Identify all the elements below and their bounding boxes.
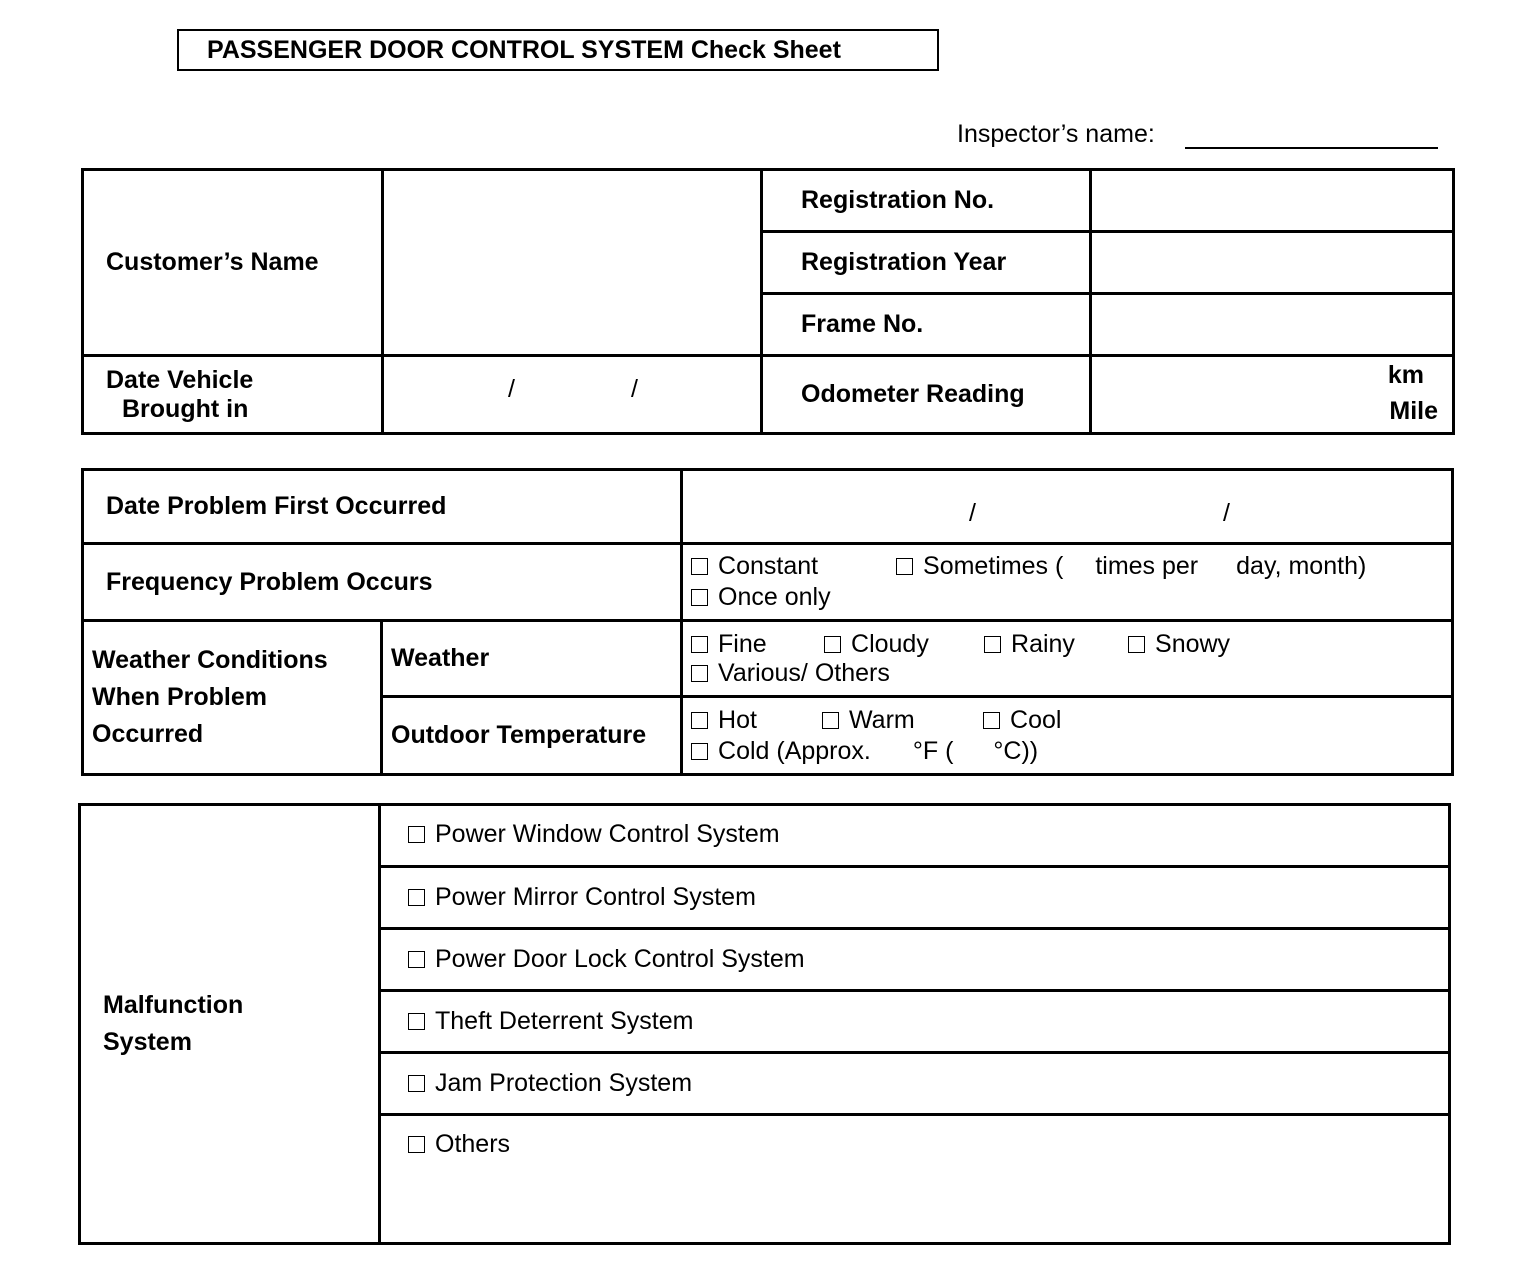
date-problem-first-field[interactable] [682,470,1453,544]
checkbox[interactable] [691,665,708,682]
temp-warm-option[interactable]: Warm [822,705,983,736]
malfunction-item-power-door-lock[interactable] [380,929,1450,991]
malfunction-item-power-window[interactable] [380,805,1450,867]
checkbox[interactable] [408,1013,425,1030]
frequency-label: Frequency Problem Occurs [83,544,682,621]
malfunction-item-jam-protection[interactable] [380,1053,1450,1115]
malfunction-item-others[interactable] [380,1115,1450,1244]
checkbox[interactable] [896,558,913,575]
date-separator: / [1223,499,1230,527]
registration-year-label: Registration Year [762,232,1091,294]
weather-cond-line3: Occurred [92,720,204,748]
vehicle-info-table [81,168,1455,435]
frequency-constant-option[interactable]: Constant [691,551,896,582]
problem-occurrence-table [81,468,1454,776]
weather-cloudy-option[interactable]: Cloudy [824,630,984,659]
checkbox[interactable] [983,712,1000,729]
odometer-field[interactable] [1091,356,1454,434]
checkbox[interactable] [822,712,839,729]
frame-no-label: Frame No. [762,294,1091,356]
date-vehicle-line2: Brought in [122,394,249,423]
customer-name-label: Customer’s Name [83,170,383,356]
checkbox[interactable] [1128,636,1145,653]
page-title: PASSENGER DOOR CONTROL SYSTEM Check Sheet [177,29,939,71]
date-problem-first-label: Date Problem First Occurred [83,470,682,544]
checkbox[interactable] [691,743,708,760]
malfunction-line2: System [103,1028,192,1056]
weather-cond-line1: Weather Conditions [92,646,328,674]
frequency-options [682,544,1453,621]
temp-cool-option[interactable]: Cool [983,705,1061,736]
temperature-options [682,697,1453,775]
date-vehicle-line1: Date Vehicle [106,365,254,394]
item-label: Power Door Lock Control System [435,945,805,973]
checkbox[interactable] [984,636,1001,653]
checkbox[interactable] [408,951,425,968]
registration-no-label: Registration No. [762,170,1091,232]
weather-fine-option[interactable]: Fine [691,630,824,659]
weather-rainy-option[interactable]: Rainy [984,630,1128,659]
malfunction-system-label [80,805,380,1244]
registration-year-field[interactable] [1091,232,1454,294]
day-month-text: day, month) [1236,552,1367,580]
temp-hot-option[interactable]: Hot [691,705,822,736]
weather-cond-line2: When Problem [92,683,268,711]
km-unit: km [1387,361,1424,389]
weather-options [682,621,1453,697]
date-separator: / [508,375,515,403]
checkbox[interactable] [408,1075,425,1092]
checkbox[interactable] [691,712,708,729]
item-label: Theft Deterrent System [435,1007,694,1035]
date-vehicle-brought-in-label [83,356,383,434]
checkbox[interactable] [691,636,708,653]
registration-no-field[interactable] [1091,170,1454,232]
times-per-text: times per [1095,552,1199,580]
item-label: Jam Protection System [435,1069,693,1097]
checkbox[interactable] [824,636,841,653]
malfunction-item-theft-deterrent[interactable] [380,991,1450,1053]
item-label: Others [435,1130,511,1158]
mile-unit: Mile [1389,397,1438,425]
weather-label: Weather [382,621,682,697]
date-separator: / [969,499,976,527]
checkbox[interactable] [408,889,425,906]
checkbox[interactable] [691,589,708,606]
checkbox[interactable] [691,558,708,575]
fahrenheit-unit: °F ( [912,736,954,765]
odometer-label: Odometer Reading [762,356,1091,434]
frequency-once-option[interactable]: Once only [691,582,831,613]
weather-conditions-label [83,621,382,775]
malfunction-line1: Malfunction [103,991,244,1019]
date-vehicle-brought-in-field[interactable] [383,356,762,434]
malfunction-item-power-mirror[interactable] [380,867,1450,929]
item-label: Power Window Control System [435,820,780,848]
date-separator: / [631,375,638,403]
frame-no-field[interactable] [1091,294,1454,356]
checkbox[interactable] [408,1136,425,1153]
inspector-name-field[interactable] [1185,147,1438,149]
outdoor-temperature-label: Outdoor Temperature [382,697,682,775]
celsius-unit: °C)) [993,736,1039,765]
inspector-label: Inspector’s name: [957,120,1155,148]
weather-snowy-option[interactable]: Snowy [1128,630,1230,659]
frequency-sometimes-option[interactable]: Sometimes ( [896,551,1063,582]
malfunction-system-table [78,803,1451,1245]
item-label: Power Mirror Control System [435,883,756,911]
checkbox[interactable] [408,826,425,843]
customer-name-field[interactable] [383,170,762,356]
weather-others-option[interactable]: Various/ Others [691,659,890,688]
temp-cold-option[interactable]: Cold (Approx. [691,736,871,767]
